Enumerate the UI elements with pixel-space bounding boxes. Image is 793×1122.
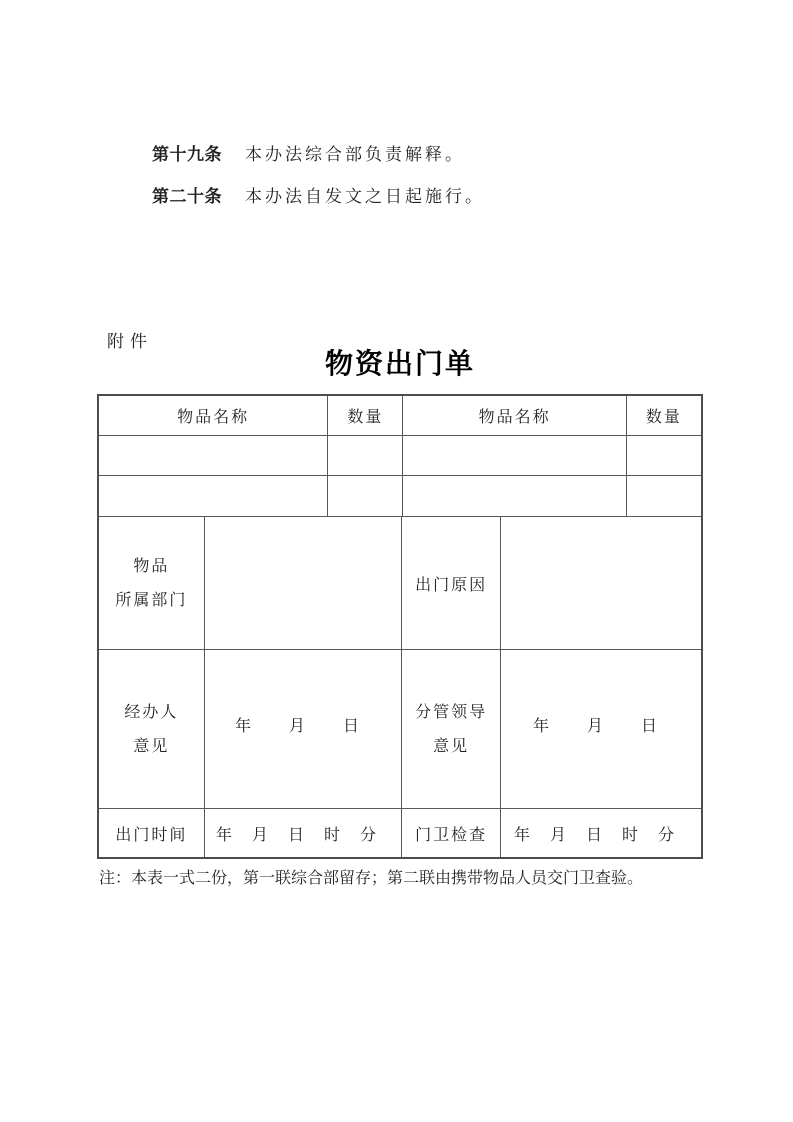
exit-time-datetime-stamp: 年 月 日 时 分 — [216, 826, 379, 844]
items-blank-row-2 — [99, 476, 701, 517]
article-19-text: 本办法综合部负责解释。 — [245, 145, 465, 164]
header-quantity-1: 数量 — [328, 396, 403, 436]
form-title: 物资出门单 — [324, 349, 475, 380]
leader-opinion-blank-cell — [500, 650, 701, 809]
footnote: 注：本表一式二份，第一联综合部留存；第二联由携带物品人员交门卫查验。 — [99, 870, 644, 887]
blank-item-name-cell — [403, 436, 626, 476]
blank-item-name-cell — [99, 436, 328, 476]
blank-quantity-cell — [328, 436, 403, 476]
header-quantity-2: 数量 — [626, 396, 701, 436]
approval-table — [99, 517, 701, 857]
leader-date-stamp: 年 月 日 — [532, 718, 659, 735]
department-blank-cell — [204, 517, 401, 650]
leader-label-line1: 分管领导 — [415, 703, 488, 721]
exit-reason-label-cell: 出门原因 — [402, 517, 501, 650]
guard-check-value-cell — [500, 809, 701, 858]
department-label-line2: 所属部门 — [115, 591, 188, 609]
leader-opinion-label-cell — [402, 650, 501, 809]
blank-item-name-cell — [99, 476, 328, 517]
guard-check-datetime-stamp: 年 月 日 时 分 — [513, 826, 676, 844]
article-20 — [152, 187, 485, 207]
department-label-line1: 物品 — [133, 557, 170, 575]
material-exit-form — [97, 394, 703, 859]
article-19 — [152, 145, 465, 165]
blank-quantity-cell — [626, 476, 701, 517]
header-item-name-1: 物品名称 — [99, 396, 328, 436]
header-item-name-2: 物品名称 — [403, 396, 626, 436]
blank-quantity-cell — [328, 476, 403, 517]
items-header-row — [99, 396, 701, 436]
handler-label-line2: 意见 — [133, 737, 170, 755]
department-label-cell — [99, 517, 204, 650]
leader-label-line2: 意见 — [433, 737, 470, 755]
blank-item-name-cell — [403, 476, 626, 517]
article-20-text: 本办法自发文之日起施行。 — [245, 187, 485, 206]
handler-opinion-blank-cell — [204, 650, 401, 809]
handler-date-stamp: 年 月 日 — [235, 718, 362, 735]
exit-time-row — [99, 809, 701, 858]
items-table — [99, 396, 701, 517]
handler-label-line1: 经办人 — [124, 703, 179, 721]
handler-opinion-label-cell — [99, 650, 204, 809]
article-19-number: 第十九条 — [152, 145, 222, 164]
items-blank-row-1 — [99, 436, 701, 476]
article-20-number: 第二十条 — [152, 187, 222, 206]
exit-time-label-cell: 出门时间 — [99, 809, 204, 858]
exit-reason-blank-cell — [500, 517, 701, 650]
opinions-row — [99, 650, 701, 809]
department-reason-row — [99, 517, 701, 650]
blank-quantity-cell — [626, 436, 701, 476]
guard-check-label-cell: 门卫检查 — [402, 809, 501, 858]
exit-time-value-cell — [204, 809, 401, 858]
attachment-label: 附件 — [107, 332, 153, 351]
